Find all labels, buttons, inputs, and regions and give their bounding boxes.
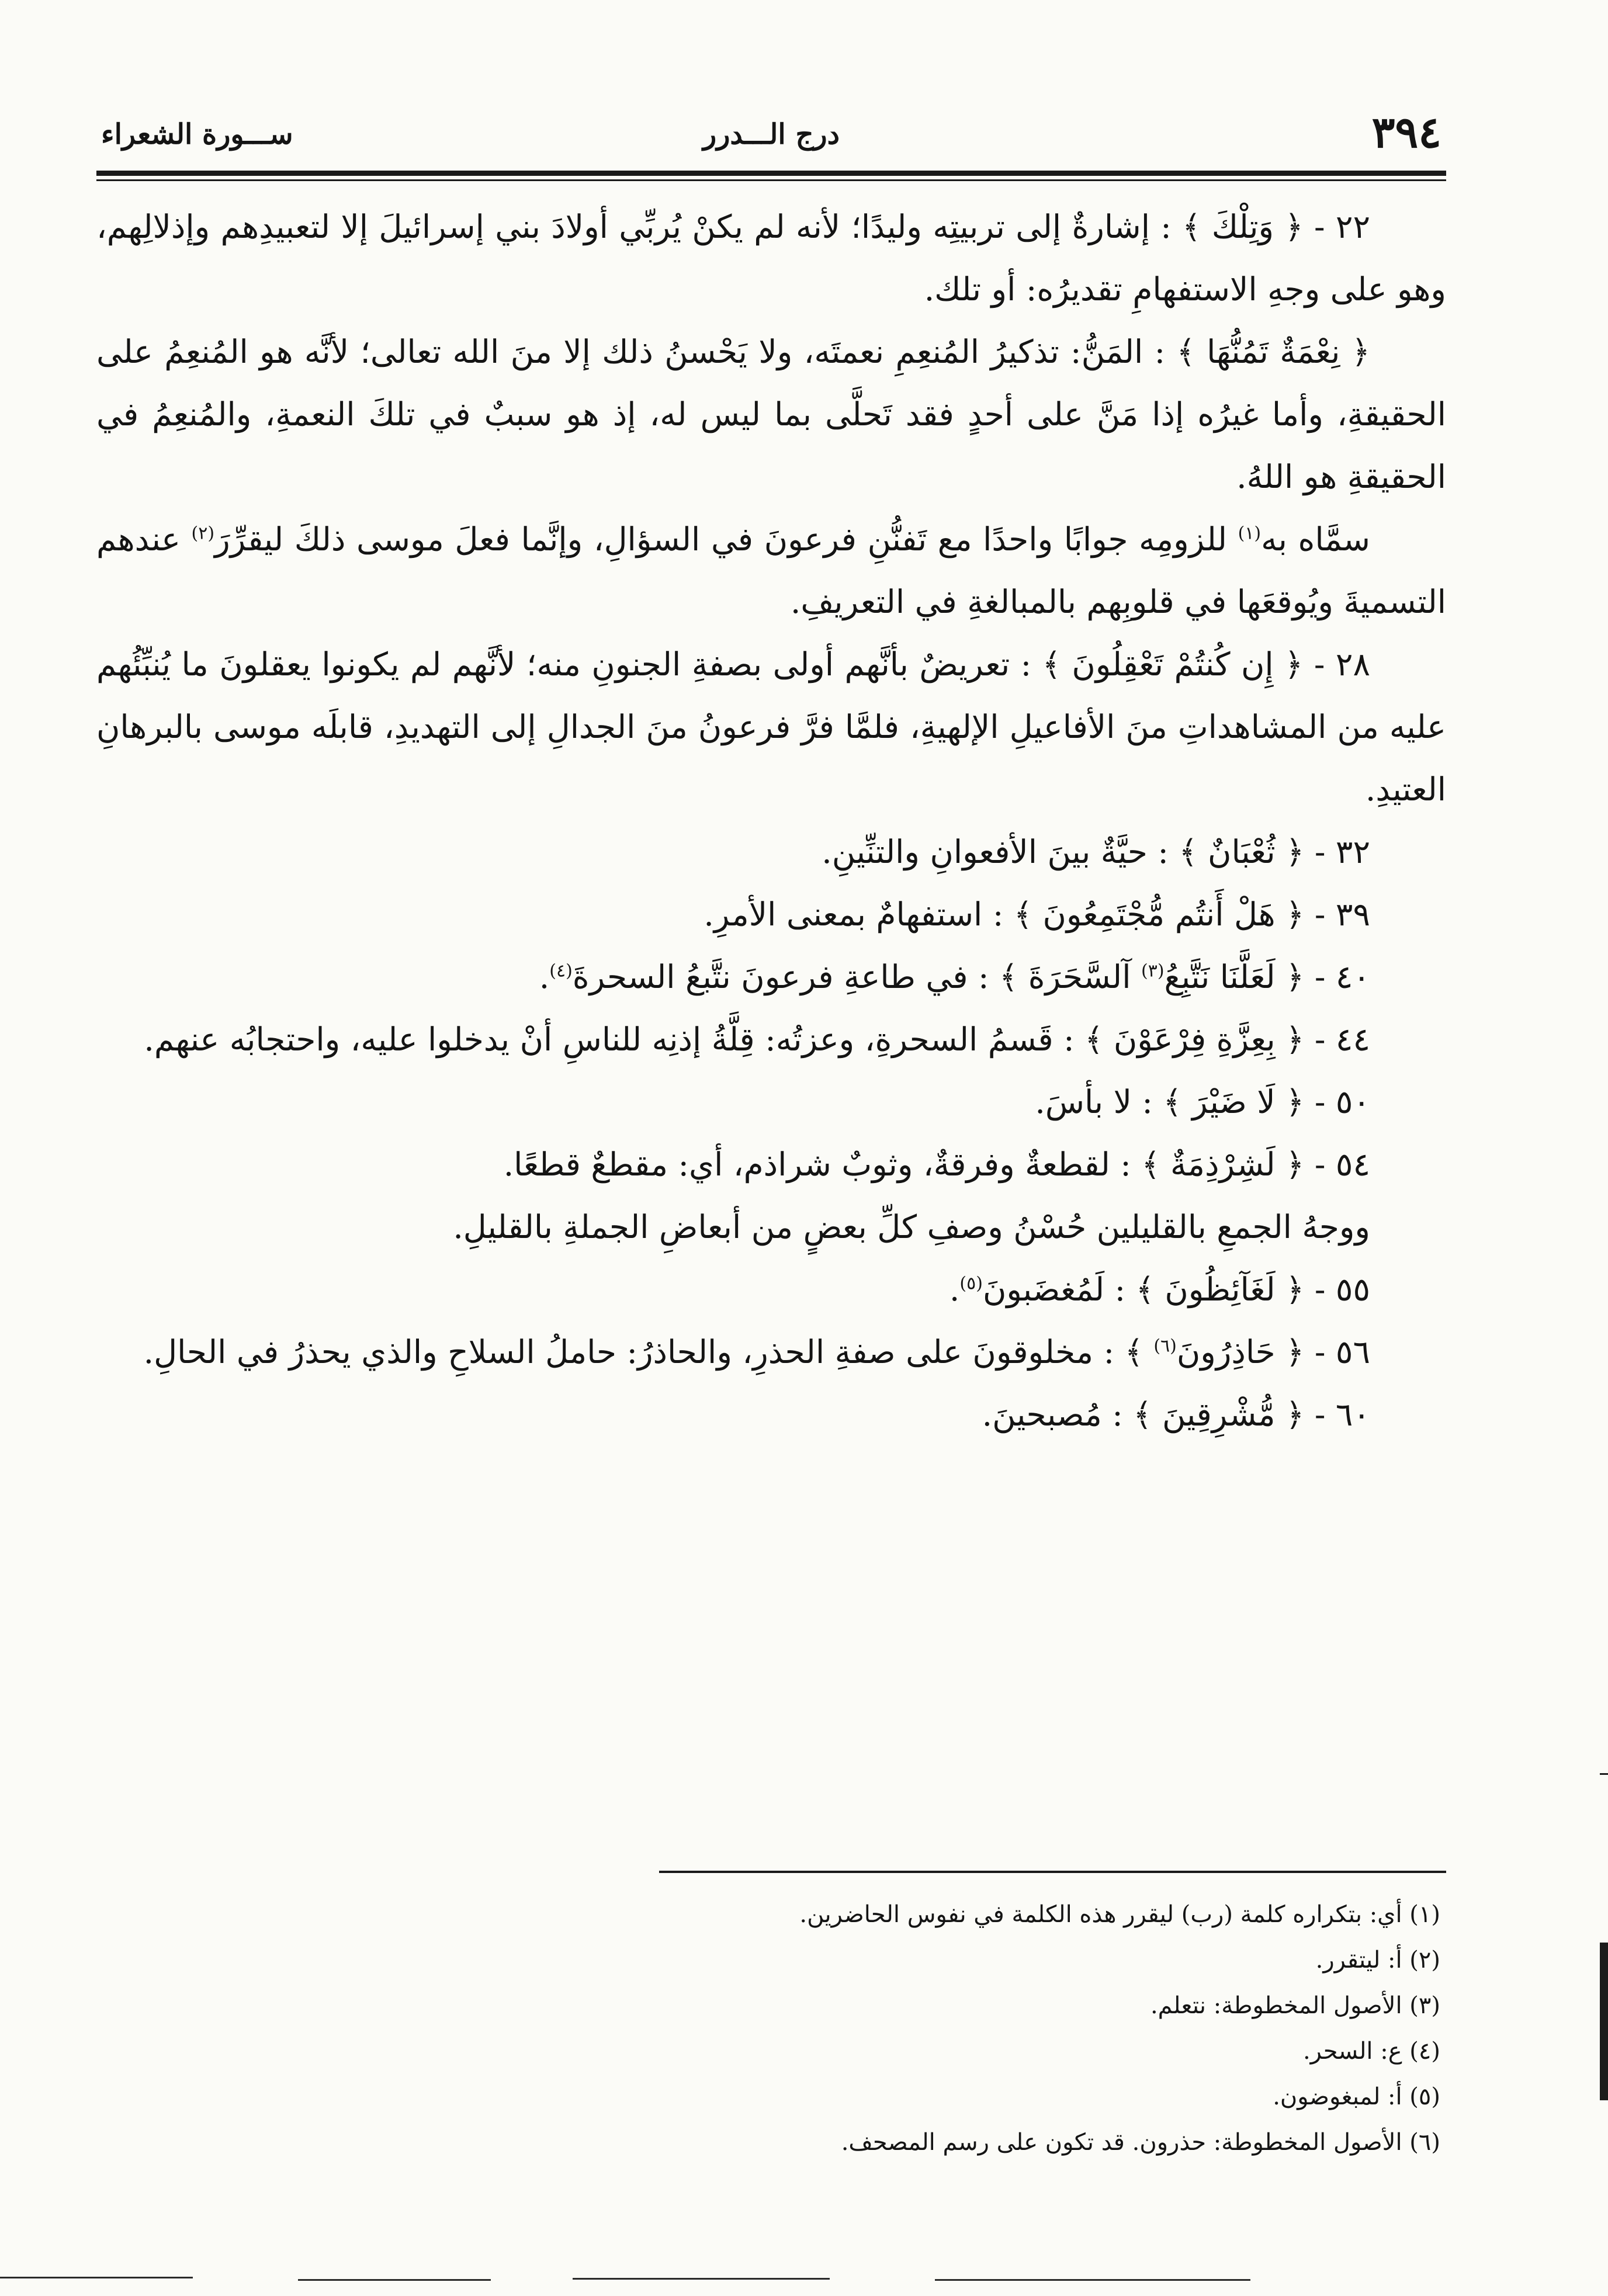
scan-edge-bar xyxy=(1600,1943,1608,2100)
paragraph-verse-40-mid: آلسَّحَرَةَ ﴾ : في طاعةِ فرعونَ نتَّبعُ السحرةَ xyxy=(572,958,1141,996)
book-title: درج الـــدرر xyxy=(703,118,840,151)
scan-bottom-mark-3 xyxy=(573,2278,830,2280)
paragraph-naming-rest: للزومِه جوابًا واحدًا مع تَفنُّنِ فرعونَ في السؤالِ، وإنَّما فعلَ موسى ذلكَ ليقرِّرَ xyxy=(214,521,1238,558)
footnote-marker-6: (٦) xyxy=(1153,1336,1177,1357)
scan-bottom-mark-1 xyxy=(0,2277,193,2278)
footnote-3: (٣) الأصول المخطوطة: نتعلم. xyxy=(1150,1992,1440,2019)
paragraph-verse-55-end: . xyxy=(949,1271,960,1308)
footnote-marker-5: (٥) xyxy=(959,1273,983,1294)
paragraph-verse-28: ٢٨ - ﴿ إِن كُنتُمْ تَعْقِلُونَ ﴾ : تعريضٌ بأنَّهم أولى بصفةِ الجنونِ منه؛ لأنَّهم لم يكونوا يعقلونَ ما يُنبِّئُهم عليه من المشاهداتِ منَ الأفاعيلِ الإلهيةِ، فلمَّا فرَّ فرعونُ منَ الجدالِ إلى التهديدِ، قابلَه موسى بالبرهانِ العتيدِ. xyxy=(96,646,1446,808)
commentary-body xyxy=(96,196,1446,1446)
paragraph-verse-39: ٣٩ - ﴿ هَلْ أَنتُم مُّجْتَمِعُونَ ﴾ : استفهامٌ بمعنى الأمرِ. xyxy=(704,896,1370,933)
footnote-6: (٦) الأصول المخطوطة: حذرون. قد تكون على رسم المصحف. xyxy=(841,2129,1440,2156)
paragraph-verse-50: ٥٠ - ﴿ لَا ضَيْرَ ﴾ : لا بأسَ. xyxy=(1035,1083,1370,1121)
scan-bottom-mark-2 xyxy=(298,2279,491,2281)
paragraph-naming-start: سمَّاه به xyxy=(1261,521,1371,558)
surah-name: ســـورة الشعراء xyxy=(101,118,293,151)
footnote-separator xyxy=(659,1871,1446,1873)
header-rule-thick xyxy=(96,171,1446,176)
footnote-marker-1: (١) xyxy=(1238,523,1262,544)
paragraph-verse-32: ٣٢ - ﴿ ثُعْبَانٌ ﴾ : حيَّةٌ بينَ الأفعوانِ والتنِّينِ. xyxy=(822,833,1370,870)
paragraph-verse-56-start: ٥٦ - ﴿ حَاذِرُونَ xyxy=(1176,1333,1370,1371)
paragraph-verse-40-end: . xyxy=(539,958,550,996)
header-rule-thin xyxy=(96,179,1446,181)
paragraph-verse-55-start: ٥٥ - ﴿ لَغَآئِظُونَ ﴾ : لَمُغضَبونَ xyxy=(982,1271,1370,1308)
paragraph-verse-44: ٤٤ - ﴿ بِعِزَّةِ فِرْعَوْنَ ﴾ : قَسمُ السحرةِ، وعزتُه: قِلَّةُ إذنِه للناسِ أنْ يدخلوا عليه، واحتجابُه عنهم. xyxy=(144,1021,1370,1058)
paragraph-verse-60: ٦٠ - ﴿ مُّشْرِقِينَ ﴾ : مُصبحينَ. xyxy=(982,1396,1370,1433)
scan-bottom-mark-4 xyxy=(935,2279,1250,2281)
paragraph-verse-40 xyxy=(96,946,1446,1008)
paragraph-verse-56 xyxy=(96,1321,1446,1383)
paragraph-verse-56-rest: ﴾ : مخلوقونَ على صفةِ الحذرِ، والحاذرُ: حاملُ السلاحِ والذي يحذرُ في الحالِ. xyxy=(143,1333,1154,1371)
footnote-marker-4: (٤) xyxy=(549,960,573,981)
paragraph-verse-40-start: ٤٠ - ﴿ لَعَلَّنَا نَتَّبِعُ xyxy=(1164,958,1370,996)
paragraph-verse-22: ٢٢ - ﴿ وَتِلْكَ ﴾ : إشارةٌ إلى تربيتِه وليدًا؛ لأنه لم يكنْ يُربِّي أولادَ بني إسرائيلَ إلا لتعبيدِهم وإذلالِهم، وهو على وجهِ الاستفهامِ تقديرُه: أو تلك. xyxy=(96,208,1446,308)
footnote-1: (١) أي: بتكراره كلمة (رب) ليقرر هذه الكلمة في نفوس الحاضرين. xyxy=(799,1901,1440,1928)
page-header xyxy=(96,107,1446,169)
paragraph-verse-55 xyxy=(96,1258,1446,1321)
paragraph-nimah: ﴿ نِعْمَةٌ تَمُنُّهَا ﴾ : المَنُّ: تذكيرُ المُنعِمِ نعمتَه، ولا يَحْسنُ ذلك إلا منَ الله تعالى؛ لأنَّه هو المُنعِمُ على الحقيقةِ، وأما غيرُه إذا مَنَّ على أحدٍ فقد تَحلَّى بما ليس له، إذ هو سببٌ في تلكَ النعمةِ، والمُنعِمُ في الحقيقةِ هو اللهُ. xyxy=(96,333,1446,495)
footnote-marker-2: (٢) xyxy=(191,523,215,544)
paragraph-verse-54: ٥٤ - ﴿ لَشِرْذِمَةٌ ﴾ : لقطعةٌ وفرقةٌ، وثوبٌ شراذم، أي: مقطعٌ قطعًا. xyxy=(503,1146,1370,1183)
footnote-2: (٢) أ: ليتقرر. xyxy=(1315,1947,1440,1974)
footnote-marker-3: (٣) xyxy=(1141,960,1165,981)
paragraph-plural-note: ووجهُ الجمعِ بالقليلين حُسْنُ وصفِ كلِّ بعضٍ من أبعاضِ الجملةِ بالقليلِ. xyxy=(453,1208,1370,1246)
paragraph-naming-end: عندهم التسميةَ ويُوقعَها في قلوبِهم بالمبالغةِ في التعريفِ. xyxy=(96,521,1446,620)
footnote-5: (٥) أ: لمبغوضون. xyxy=(1273,2083,1440,2110)
scan-edge-tick xyxy=(1600,1773,1608,1775)
page-number: ٣٩٤ xyxy=(1371,107,1441,158)
paragraph-naming xyxy=(96,508,1446,633)
footnote-4: (٤) ع: السحر. xyxy=(1302,2038,1440,2065)
footnotes xyxy=(96,1892,1446,2165)
